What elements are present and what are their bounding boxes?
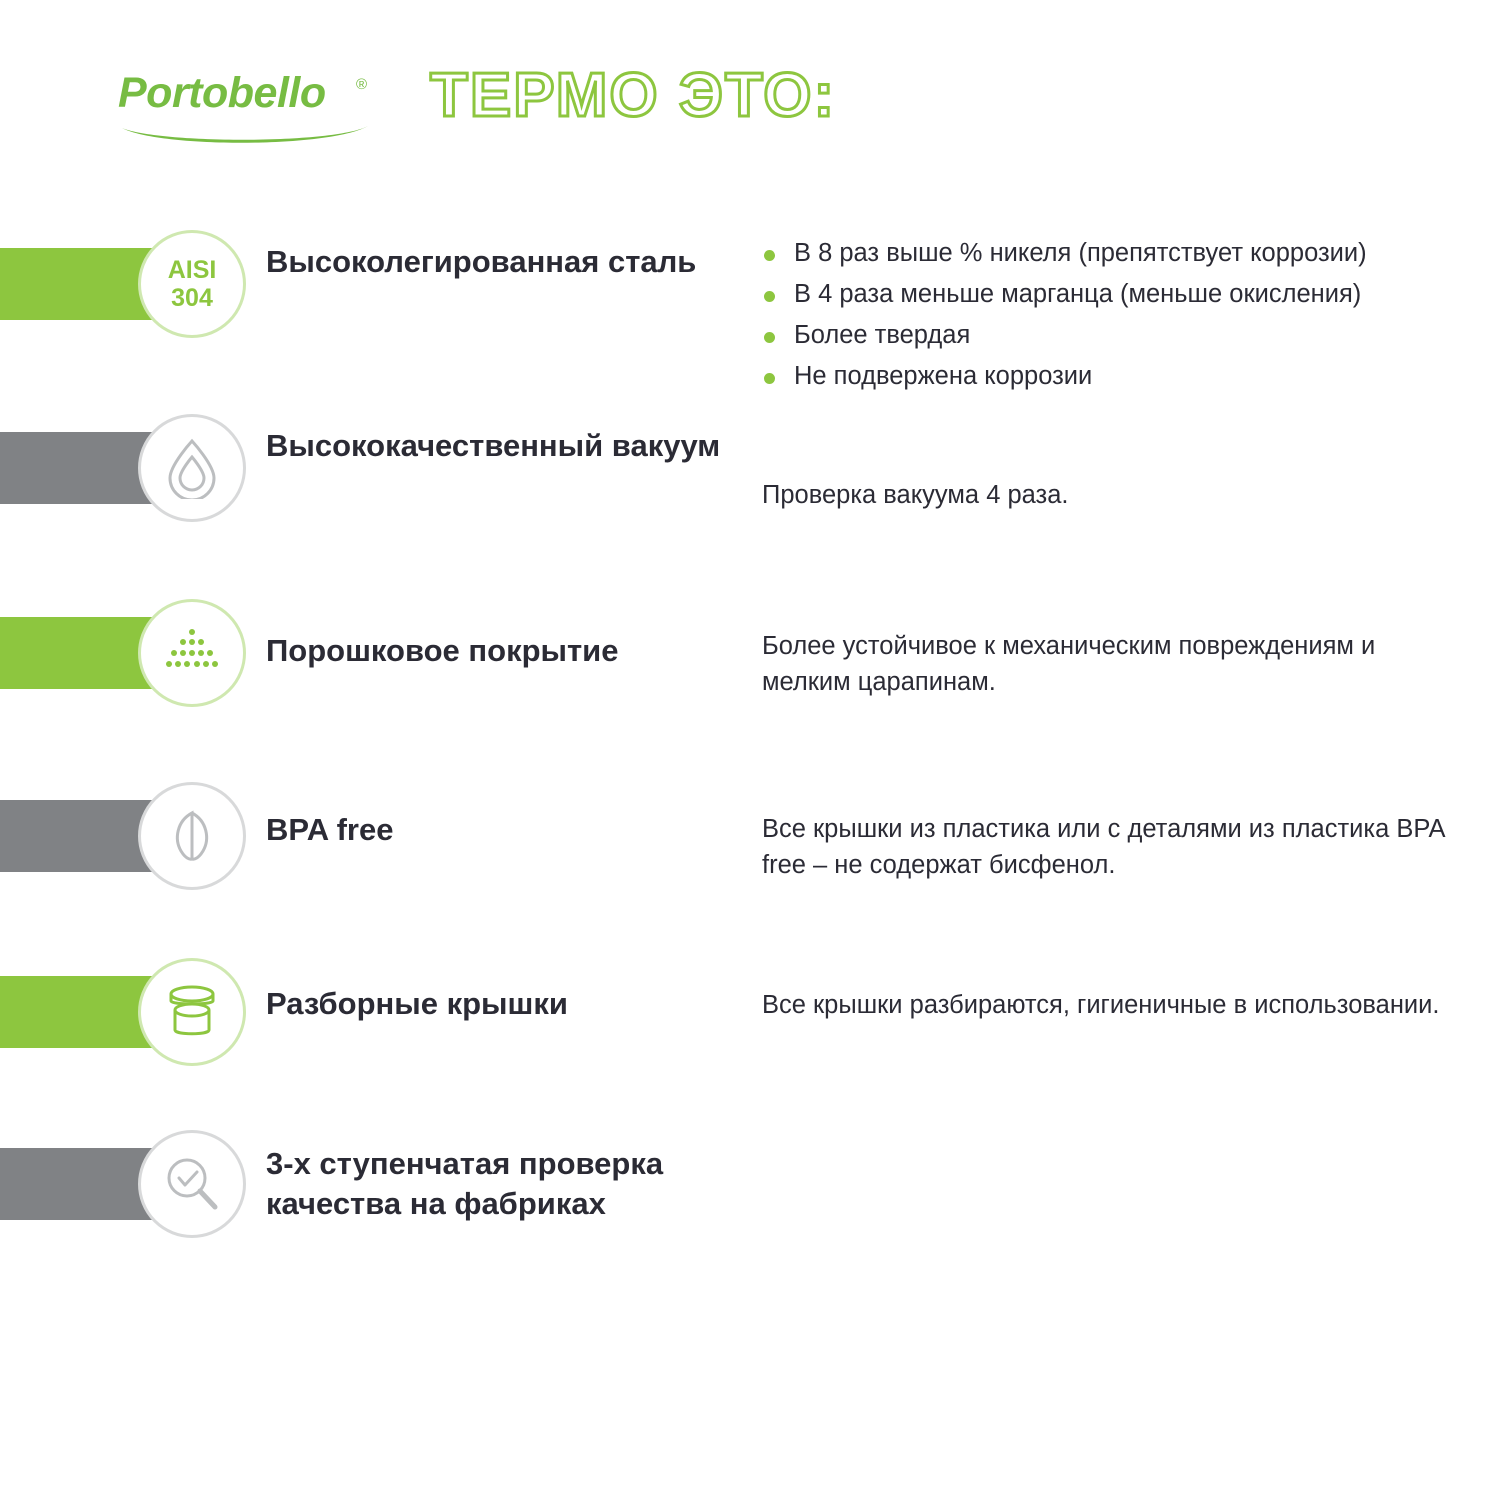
magnifier-check-glyph-icon [160, 1152, 224, 1216]
portobello-logo [118, 62, 388, 152]
feature-description: Проверка вакуума 4 раза. [762, 481, 1069, 509]
logo-wordmark: Portobello [118, 69, 326, 117]
feature-description: Более устойчивое к механическим повреждениям и мелким царапинам. [762, 632, 1376, 696]
aisi-304-badge-icon [138, 230, 246, 338]
badge-line-2: 304 [171, 284, 213, 312]
feature-bullets [762, 238, 1462, 402]
water-drop-glyph-icon [162, 437, 222, 499]
leaf-icon [138, 782, 246, 890]
feature-title: BPA free [266, 812, 394, 847]
registered-mark-icon: ® [356, 76, 368, 93]
powder-dots-icon [138, 599, 246, 707]
feature-title: Порошковое покрытие [266, 633, 619, 668]
magnifier-check-icon [138, 1130, 246, 1238]
leaf-glyph-icon [161, 807, 223, 865]
feature-description: Все крышки из пластика или с деталями из пластика BPA free – не содержат бисфенол. [762, 815, 1445, 879]
logo-swoosh-icon [120, 124, 370, 150]
feature-title: Разборные крышки [266, 986, 568, 1021]
list-item: Не подвержена коррозии [762, 361, 1462, 393]
feature-title: Высококачественный вакуум [266, 428, 721, 463]
lid-icon [138, 958, 246, 1066]
list-item: В 4 раза меньше марганца (меньше окисления) [762, 279, 1462, 311]
list-item: В 8 раз выше % никеля (препятствует коррозии) [762, 238, 1462, 270]
list-item: Более твердая [762, 320, 1462, 352]
lid-glyph-icon [161, 982, 223, 1042]
feature-description: Все крышки разбираются, гигиеничные в использовании. [762, 991, 1440, 1019]
page-header [0, 52, 1500, 162]
feature-title: Высоколегированная сталь [266, 244, 697, 279]
powder-dots-glyph-icon [160, 626, 224, 680]
water-drop-icon [138, 414, 246, 522]
feature-title: 3-х ступенчатая проверка качества на фабриках [266, 1146, 664, 1221]
badge-line-1: AISI [167, 256, 217, 284]
page-title: ТЕРМО ЭТО: [430, 61, 837, 130]
